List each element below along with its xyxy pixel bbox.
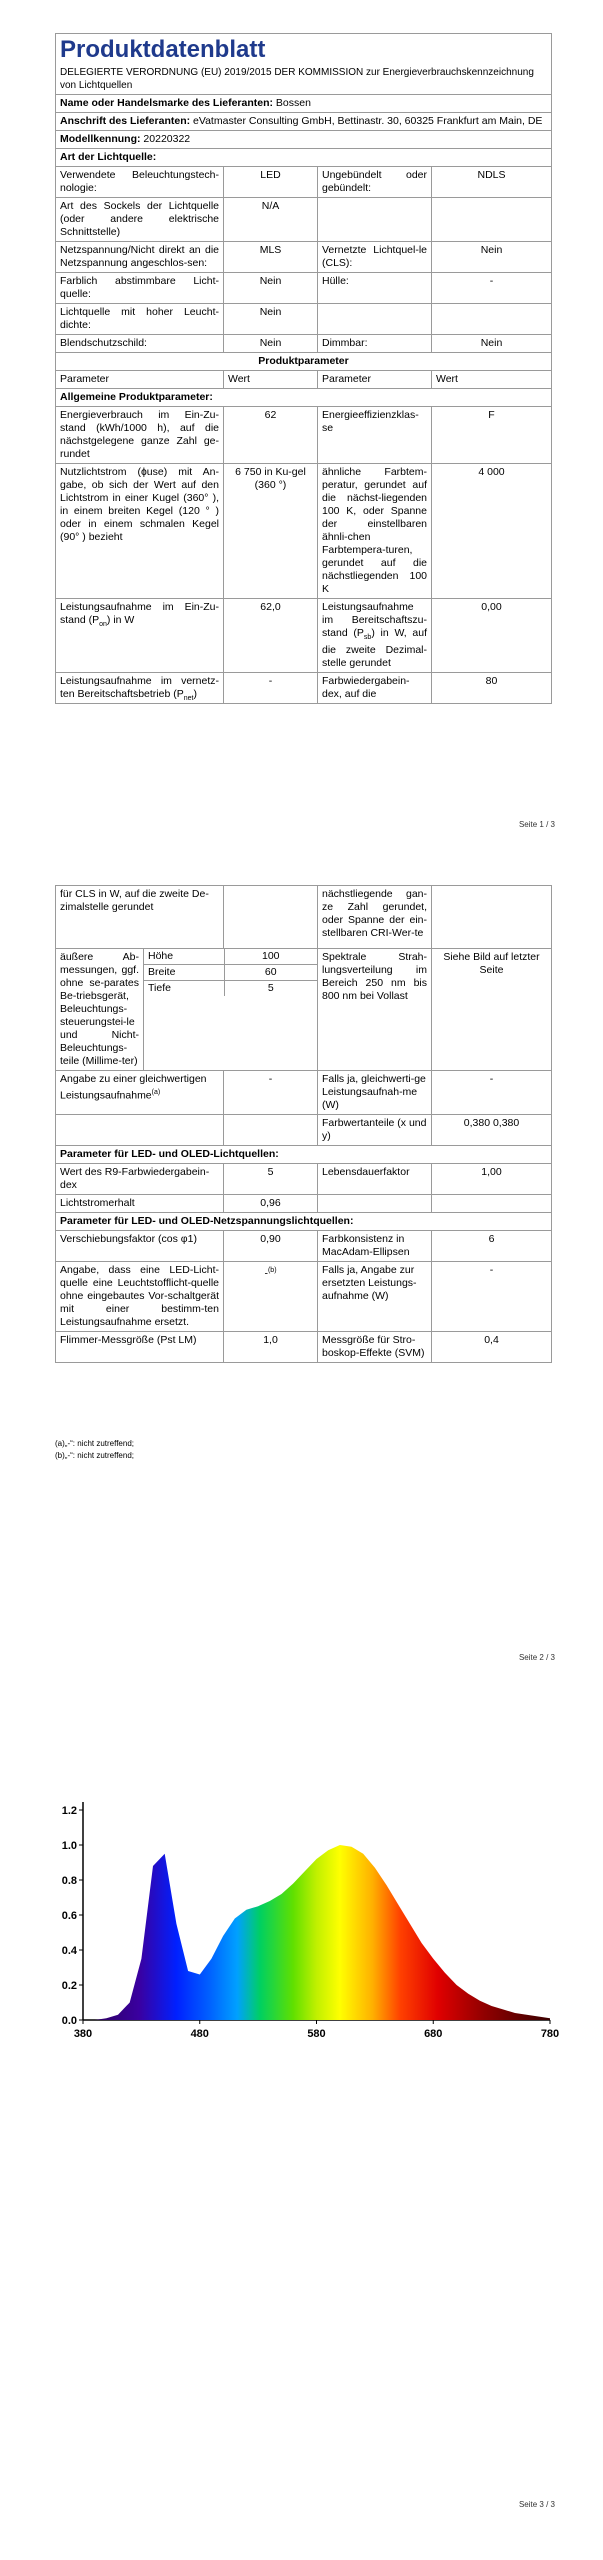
type-row-value-2: -	[489, 275, 494, 287]
footnote-a: (a)„-“: nicht zutreffend;	[55, 1439, 134, 1448]
type-row-label-2: Hülle:	[318, 273, 432, 303]
spectral-distribution-chart	[45, 1790, 575, 2050]
replacement2-label: Falls ja, Angabe zur ersetzten Leistungs-aufnahme (W)	[318, 1262, 432, 1331]
model-value: 20220322	[143, 133, 191, 145]
source-type-row	[56, 304, 551, 335]
source-type-rows	[56, 167, 551, 353]
type-row-label-2	[318, 304, 432, 334]
energy-consumption-value: 62	[224, 407, 318, 463]
x-tick-label: 380	[73, 2028, 93, 2040]
dimension-value: 100	[224, 949, 317, 964]
spd-value: Siehe Bild auf letzter Seite	[443, 951, 540, 976]
y-tick-label: 0.6	[61, 1910, 77, 1922]
mains-params-heading: Parameter für LED- und OLED-Netzspannungslichtquellen:	[60, 1215, 354, 1227]
type-row-value: LED	[224, 167, 318, 197]
type-row-label-2: Ungebündelt oder gebündelt:	[318, 167, 432, 197]
replacement2-value: -	[489, 1264, 494, 1276]
footnote-b: (b)„-“: nicht zutreffend;	[55, 1451, 134, 1460]
type-row-label-2	[318, 198, 432, 241]
lumen-maintenance-label: Lichtstromerhalt	[56, 1195, 224, 1212]
model-label: Modellkennung:	[60, 133, 141, 145]
type-row-label: Art des Sockels der Lichtquelle (oder andere elektrische Schnittstelle)	[56, 198, 224, 241]
dimension-row	[144, 981, 317, 996]
x-tick-label: 480	[190, 2028, 209, 2040]
dimension-key: Breite	[148, 966, 176, 978]
type-row-value: Nein	[224, 273, 318, 303]
p-net-label-cont: für CLS in W, auf die zweite De-zimalstelle gerundet	[56, 886, 224, 948]
col-value-header-1: Wert	[224, 371, 318, 388]
power-factor-value: 0,90	[224, 1231, 318, 1261]
page-footer-1: Seite 1 / 3	[518, 820, 555, 829]
y-tick-label: 1.2	[61, 1805, 77, 1817]
p-on-value: 62,0	[224, 599, 318, 672]
source-type-row	[56, 242, 551, 273]
spd-label: Spektrale Strah-lungsverteilung im Bereich 250 nm bis 800 nm bei Vollast	[318, 949, 432, 1070]
cri-label: Farbwiedergabein-dex, auf die	[318, 673, 432, 703]
spectrum-area	[83, 1845, 550, 2020]
source-type-heading: Art der Lichtquelle:	[60, 151, 157, 163]
type-row-value-2	[432, 198, 551, 241]
r9-value: 5	[224, 1164, 318, 1194]
source-type-row	[56, 273, 551, 304]
led-params-heading: Parameter für LED- und OLED-Lichtquellen:	[60, 1148, 279, 1160]
y-tick-label: 0.2	[61, 1980, 77, 1992]
page-3	[0, 1740, 603, 2560]
type-row-value: Nein	[224, 304, 318, 334]
y-tick-label: 0.8	[61, 1875, 77, 1887]
general-params-heading: Allgemeine Produktparameter:	[60, 391, 213, 403]
energy-consumption-label: Energieverbrauch im Ein-Zu-stand (kWh/1000 h), auf die nächstgelegene ganze Zahl ge-rundet	[56, 407, 224, 463]
flicker-value: 1,0	[224, 1332, 318, 1362]
type-row-label: Netzspannung/Nicht direkt an die Netzspannung angeschlos-sen:	[56, 242, 224, 272]
r9-label: Wert des R9-Farbwiedergabein-dex	[56, 1164, 224, 1194]
energy-class-label: Energieeffizienzklas-se	[318, 407, 432, 463]
supplier-name-value: Bossen	[275, 97, 311, 109]
dimensions-label: äußere Ab-messungen, ggf. ohne se-parates Be-triebsgerät, Beleuchtungs-steuerungstei-le und Nicht-Beleuchtungs-teile (Millime-ter)	[56, 949, 144, 1070]
dimension-row	[144, 965, 317, 981]
source-type-row	[56, 335, 551, 353]
cct-value: 4 000	[478, 466, 505, 478]
supplier-address-value: eVatmaster Consulting GmbH, Bettinastr. 30, 60325 Frankfurt am Main, DE	[193, 115, 543, 127]
lifetime-factor-value: 1,00	[481, 1166, 502, 1178]
cri-label-cont: nächstliegende gan-ze Zahl gerundet, oder Spanne der ein-stellbaren CRI-Wer-te	[318, 886, 432, 948]
cri-value: 80	[485, 675, 498, 688]
p-net-value-cont	[224, 886, 318, 948]
p-net-label: Leistungsaufnahme im vernetz-ten Bereitschaftsbetrieb $(P_{net})$	[56, 673, 224, 703]
type-row-value: MLS	[224, 242, 318, 272]
y-tick-label: 0.4	[61, 1945, 77, 1957]
dimensions-table	[144, 949, 318, 1070]
lifetime-factor-label: Lebensdauerfaktor	[318, 1164, 432, 1194]
stroboscopic-value: 0,4	[484, 1334, 499, 1346]
type-row-value: N/A	[224, 198, 318, 241]
type-row-value: Nein	[224, 335, 318, 352]
type-row-value-2: NDLS	[477, 169, 506, 181]
equiv-power-label: Angabe zu einer gleichwertigen Leistungsaufnahme$^{(a)}$	[56, 1071, 224, 1114]
type-row-value-2: Nein	[480, 337, 503, 349]
source-type-row	[56, 167, 551, 198]
type-row-label-2: Dimmbar:	[318, 335, 432, 352]
supplier-address-label: Anschrift des Lieferanten:	[60, 115, 191, 127]
type-row-value-2	[432, 304, 551, 334]
cct-label: ähnliche Farbtem-peratur, gerundet auf die nächst-liegenden 100 K, oder Spanne der einstellbaren ähnli-chen Farbtempera-turen, gerundet auf die nächstliegenden 100 K	[318, 464, 432, 598]
luminous-flux-label: Nutzlichtstrom (ɸuse) mit An-gabe, ob sich der Wert auf den Lichtstrom in einer Kugel (360° ), in einem breiten Kegel (120 ° ) oder in einem schmalen Kegel (90° ) bezieht	[56, 464, 224, 598]
flicker-label: Flimmer-Messgröße (Pst LM)	[56, 1332, 224, 1362]
x-tick-label: 580	[307, 2028, 326, 2040]
col-value-header-2: Wert	[436, 373, 458, 385]
footnotes	[55, 1438, 134, 1462]
regulation-text: DELEGIERTE VERORDNUNG (EU) 2019/2015 DER KOMMISSION zur Energieverbrauchskennzeichnung von Lichtquellen	[60, 67, 534, 91]
page-footer-3: Seite 3 / 3	[518, 2500, 555, 2509]
col-param-header-2: Parameter	[318, 371, 432, 388]
dimension-key: Höhe	[148, 950, 174, 962]
chromaticity-label: Farbwertanteile (x und y)	[318, 1115, 432, 1145]
col-param-header-1: Parameter	[56, 371, 224, 388]
page-footer-2: Seite 2 / 3	[518, 1653, 555, 1662]
lumen-maintenance-value: 0,96	[224, 1195, 318, 1212]
stroboscopic-label: Messgröße für Stro-boskop-Effekte (SVM)	[318, 1332, 432, 1362]
page-2	[0, 870, 603, 1720]
p-on-label: Leistungsaufnahme im Ein-Zu-stand $(P_{on})$ in W	[56, 599, 224, 672]
type-row-label-2: Vernetzte Lichtquel-le (CLS):	[318, 242, 432, 272]
dimension-value: 5	[224, 981, 317, 996]
type-row-label: Verwendete Beleuchtungstech-nologie:	[56, 167, 224, 197]
color-consistency-value: 6	[488, 1233, 495, 1245]
chromaticity-value: 0,380 0,380	[463, 1117, 520, 1129]
y-tick-label: 1.0	[61, 1840, 77, 1852]
luminous-flux-value: 6 750 in Ku-gel (360 °)	[224, 464, 318, 598]
dimension-key: Tiefe	[148, 982, 171, 994]
p-sb-label: Leistungsaufnahme im Bereitschaftszu-stand $(P_{sb})$ in W, auf die zweite Dezimal-stelle gerundet	[318, 599, 432, 672]
equiv-power2-value: -	[489, 1073, 494, 1085]
replacement-label: Angabe, dass eine LED-Licht-quelle eine Leuchtstofflicht-quelle ohne eingebautes Vor-schaltgerät mit einer bestimm-ten Leistungsaufnahme ersetzt.	[56, 1262, 224, 1331]
color-consistency-label: Farbkonsistenz in MacAdam-Ellipsen	[318, 1231, 432, 1261]
cri-value-cont	[432, 886, 551, 948]
type-row-label: Farblich abstimmbare Licht-quelle:	[56, 273, 224, 303]
product-params-heading: Produktparameter	[258, 355, 349, 367]
supplier-name-label: Name oder Handelsmarke des Lieferanten:	[60, 97, 273, 109]
x-tick-label: 780	[540, 2028, 560, 2040]
x-tick-label: 680	[424, 2028, 443, 2040]
dimensions-rows	[144, 949, 317, 996]
p-net-value: -	[224, 673, 318, 703]
source-type-row	[56, 198, 551, 242]
page-title: Produktdatenblatt	[60, 36, 266, 63]
energy-class-value: F	[488, 409, 495, 421]
replacement-value: -$^{(b)}$	[224, 1262, 318, 1331]
type-row-value-2: Nein	[480, 244, 503, 256]
datasheet-table-2	[55, 885, 552, 1363]
p-sb-value: 0,00	[481, 601, 502, 613]
equiv-power-value: -	[224, 1071, 318, 1114]
type-row-label: Lichtquelle mit hoher Leucht-dichte:	[56, 304, 224, 334]
equiv-power2-label: Falls ja, gleichwerti-ge Leistungsaufnah-me (W)	[318, 1071, 432, 1114]
dimension-value: 60	[224, 965, 317, 980]
dimension-row	[144, 949, 317, 965]
datasheet-table-1	[55, 33, 552, 704]
type-row-label: Blendschutzschild:	[56, 335, 224, 352]
y-tick-label: 0.0	[61, 2015, 77, 2027]
page-1	[0, 0, 603, 850]
power-factor-label: Verschiebungsfaktor (cos φ1)	[56, 1231, 224, 1261]
